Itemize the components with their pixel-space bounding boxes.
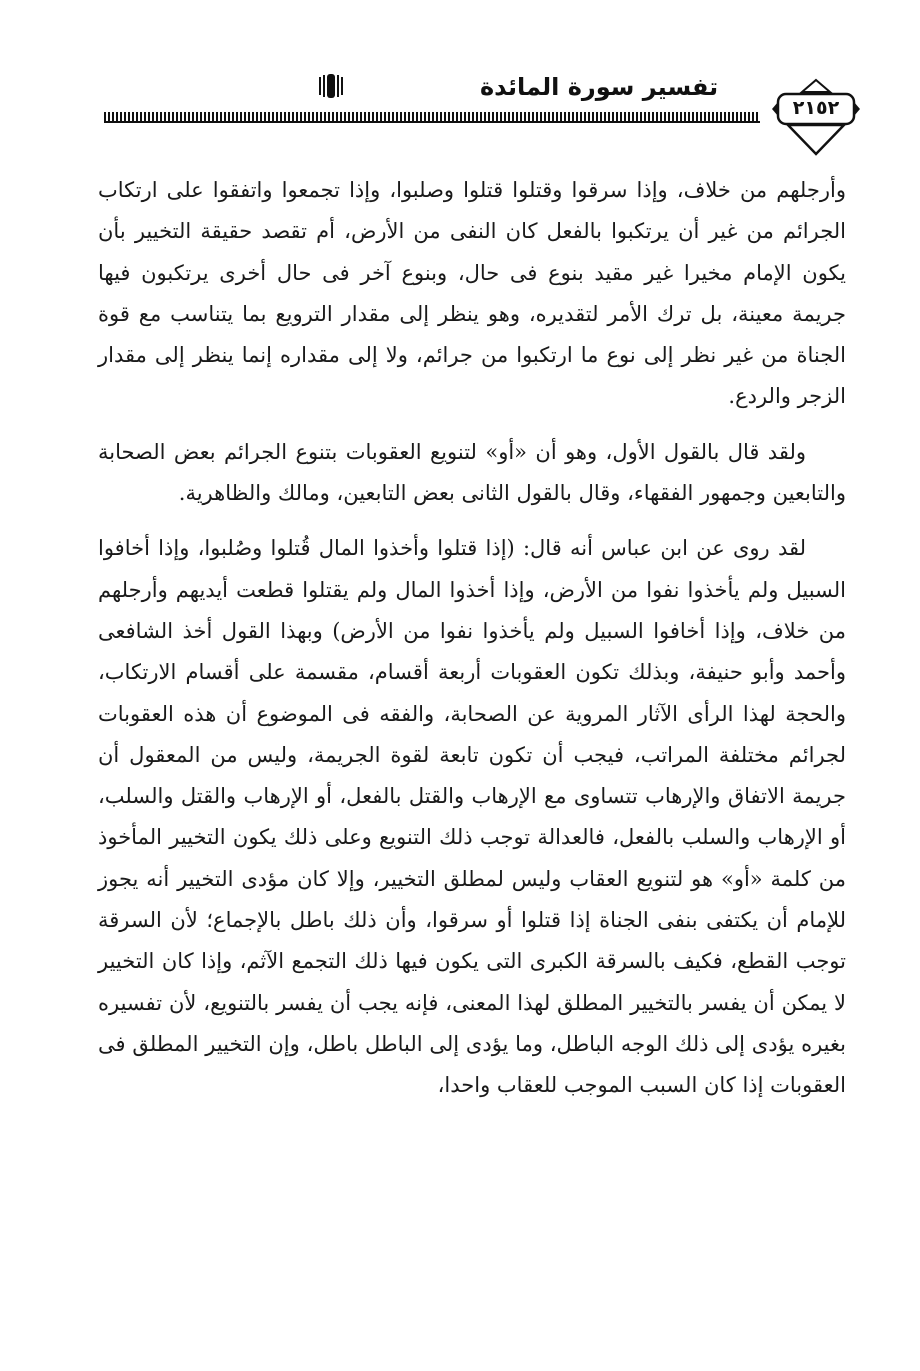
page-number: ٢١٥٢ [792,97,840,119]
page-body [98,170,846,1107]
paragraph: ولقد قال بالقول الأول، وهو أن «أو» لتنويع العقوبات بتنوع الجرائم بعض الصحابة والتابعين وجمهور الفقهاء، وقال بالقول الثانى بعض التابعين، ومالك والظاهرية. [98,439,846,506]
ornament-icon [318,74,344,98]
running-title: تفسير سورة المائدة [480,73,719,101]
paragraph: وأرجلهم من خلاف، وإذا سرقوا وقتلوا قتلوا وصلبوا، وإذا تجمعوا واتفقوا على ارتكاب الجرائم من غير أن يرتكبوا بالفعل كان النفى من الأرض، أم تقصد حقيقة التخيير بأن يكون الإمام مخيرا غير مقيد بنوع فى حال، وبنوع آخر فى حال أخرى يرتكبون فيها جريمة معينة، بل ترك الأمر لتقديره، وهو ينظر إلى مقدار الترويع بما يتناسب مع قوة الجناة من غير نظر إلى نوع ما ارتكبوا من جرائم، ولا إلى مقداره إنما ينظر إلى مقدار الزجر والردع. [98,178,846,409]
header-rule-base [104,121,760,123]
page-header [0,0,920,160]
paragraph: لقد روى عن ابن عباس أنه قال: (إذا قتلوا وأخذوا المال قُتلوا وصُلبوا، وإذا أخافوا السبيل ولم يأخذوا نفوا من الأرض، وإذا أخذوا المال ولم يقتلوا قطعت أيديهم وأرجلهم من خلاف، وإذا أخافوا السبيل ولم يأخذوا نفوا من الأرض) وبهذا القول أخذ الشافعى وأحمد وأبو حنيفة، وبذلك تكون العقوبات أربعة أقسام، مقسمة على أقسام الارتكاب، والحجة لهذا الرأى الآثار المروية عن الصحابة، والفقه فى الموضوع أن هذه العقوبات لجرائم مختلفة المراتب، فيجب أن تكون تابعة لقوة الجريمة، وليس من المعقول أن جريمة الاتفاق والإرهاب تتساوى مع الإرهاب والقتل بالفعل، أو الإرهاب والقتل والسلب، أو الإرهاب والسلب بالفعل، فالعدالة توجب ذلك التنويع وعلى ذلك يكون التخيير المأخوذ من كلمة «أو» هو لتنويع العقاب وليس لمطلق التخيير، وإلا كان مؤدى التخيير أنه يجوز للإمام أن يكتفى بنفى الجناة إذا قتلوا أو سرقوا، وأن ذلك باطل بالإجماع؛ لأن السرقة توجب القطع، فكيف بالسرقة الكبرى التى يكون فيها ذلك التجمع الآثم، وإذا كان التخيير لا يمكن أن يفسر بالتخيير المطلق لهذا المعنى، فإنه يجب أن يفسر بالتنويع، لأن تفسيره بغيره يؤدى إلى ذلك الوجه الباطل، وما يؤدى إلى الباطل باطل، وإن التخيير المطلق فى العقوبات إذا كان السبب الموجب للعقاب واحدا، [98,536,846,1098]
